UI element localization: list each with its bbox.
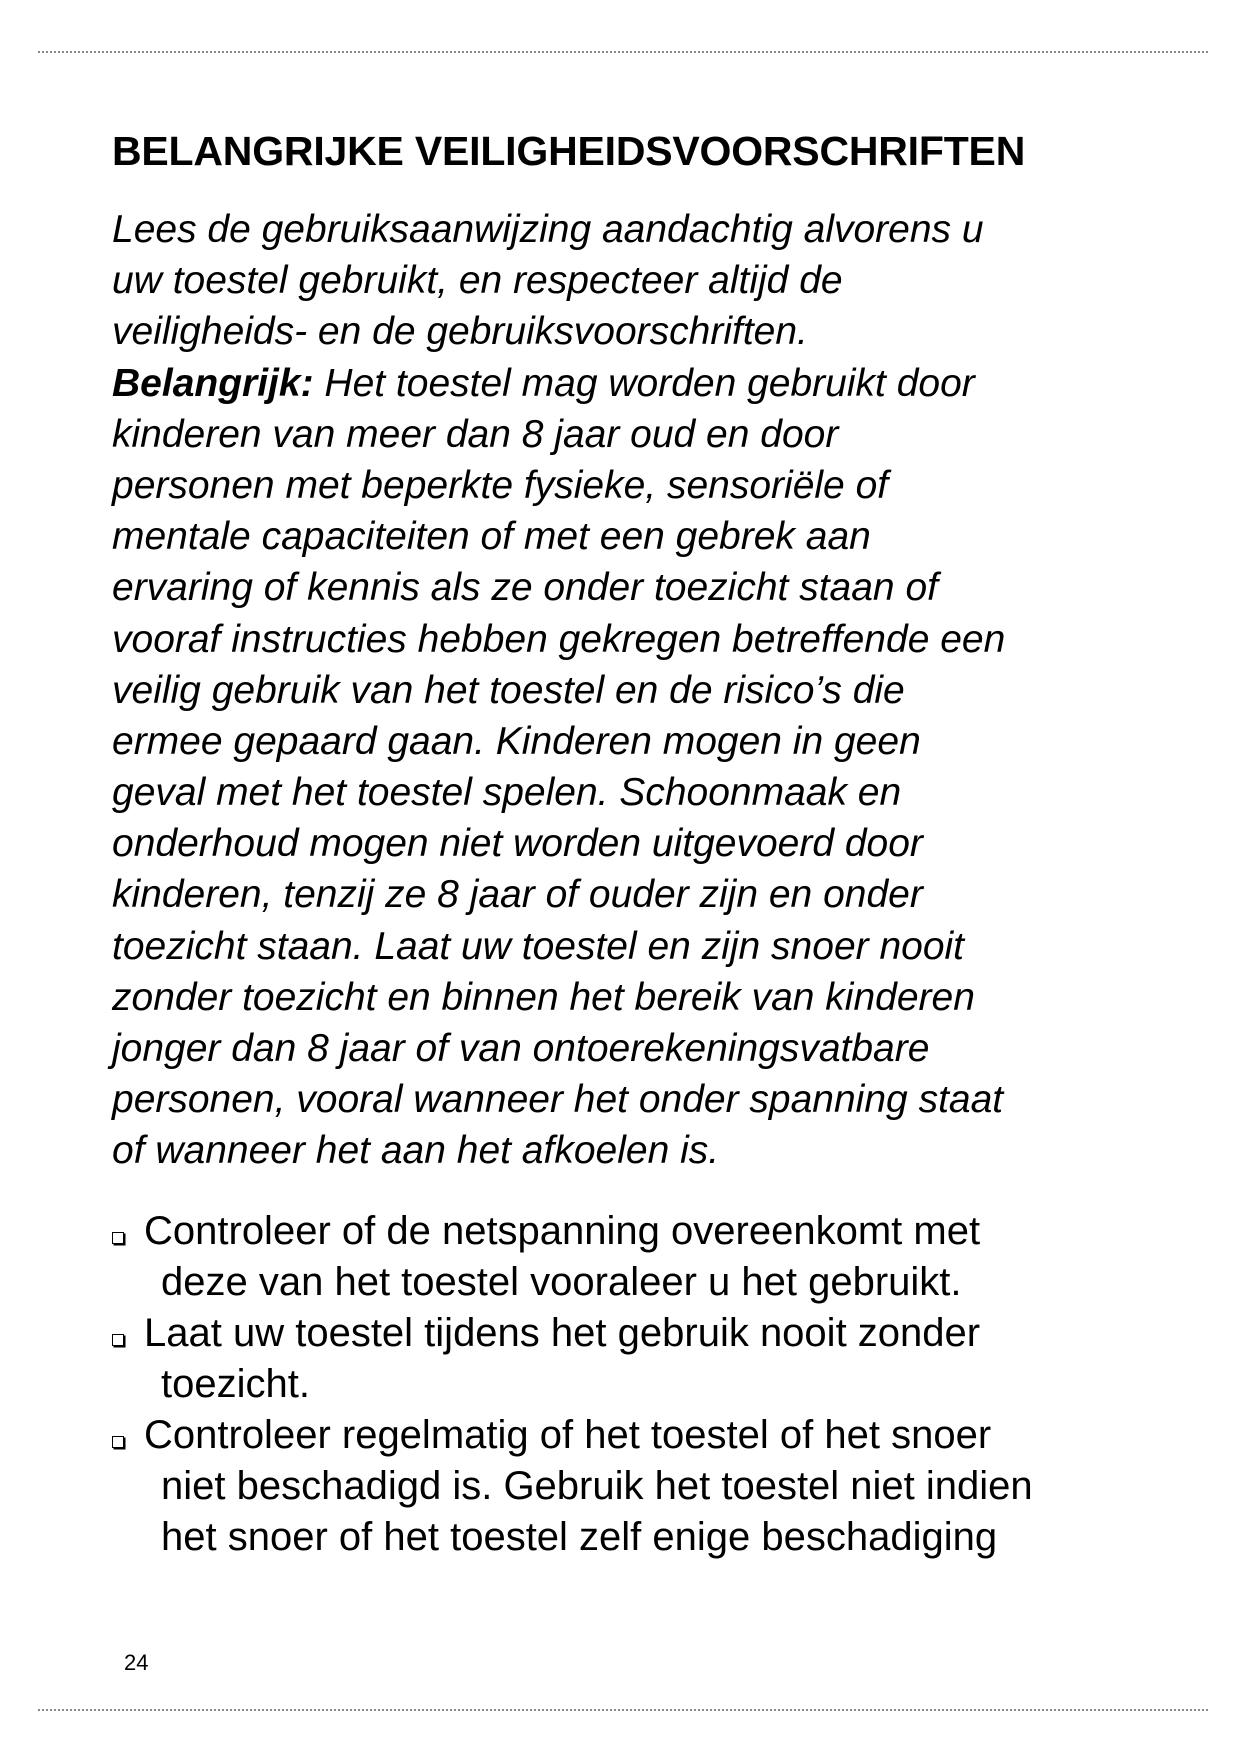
bottom-divider xyxy=(38,1709,1208,1711)
section-heading: BELANGRIJKE VEILIGHEIDSVOORSCHRIFTEN xyxy=(112,128,1026,174)
text-line: ervaring of kennis als ze onder toezicht staan of xyxy=(112,566,938,610)
text-line: ermee gepaard gaan. Kinderen mogen in geen xyxy=(112,719,921,763)
checkbox-bullet-icon xyxy=(112,1334,124,1346)
text-line-rest: Het toestel mag worden gebruikt door xyxy=(313,361,975,405)
bullet-item xyxy=(112,1308,1033,1410)
text-line: onderhoud mogen niet worden uitgevoerd door xyxy=(112,822,923,866)
text-line xyxy=(112,358,1005,409)
text-line: geval met het toestel spelen. Schoonmaak en xyxy=(112,771,902,815)
text-line: kinderen van meer dan 8 jaar oud en door xyxy=(112,412,839,456)
bullet-line: het snoer of het toestel zelf enige beschadiging xyxy=(161,1515,998,1559)
bullet-item xyxy=(112,1410,1033,1563)
bullet-item xyxy=(112,1206,1033,1308)
checkbox-bullet-icon xyxy=(112,1232,124,1244)
checkbox-bullet-icon xyxy=(112,1436,124,1448)
bullet-line: niet beschadigd is. Gebruik het toestel niet indien xyxy=(161,1464,1033,1508)
text-line: vooraf instructies hebben gekregen betreffende een xyxy=(112,617,1006,661)
safety-bullet-list xyxy=(112,1206,1033,1563)
text-line: toezicht staan. Laat uw toestel en zijn snoer nooit xyxy=(112,924,965,968)
bullet-line: toezicht. xyxy=(161,1362,310,1406)
bullet-line: Controleer regelmatig of het toestel of het snoer xyxy=(144,1413,992,1457)
page-number: 24 xyxy=(124,1650,149,1675)
text-line: of wanneer het aan het afkoelen is. xyxy=(112,1129,720,1173)
text-line: mentale capaciteiten of met een gebrek aan xyxy=(112,515,871,559)
bullet-line: deze van het toestel vooraleer u het gebruikt. xyxy=(161,1260,962,1304)
text-line: kinderen, tenzij ze 8 jaar of ouder zijn en onder xyxy=(112,873,923,917)
top-divider xyxy=(38,51,1208,53)
text-line: veiligheids- en de gebruiksvoorschriften. xyxy=(112,310,808,354)
text-line: veilig gebruik van het toestel en de risico’s die xyxy=(112,668,905,712)
text-line: Lees de gebruiksaanwijzing aandachtig alvorens u xyxy=(112,208,984,251)
important-label: Belangrijk: xyxy=(112,361,314,405)
text-line: jonger dan 8 jaar of van ontoerekeningsvatbare xyxy=(112,1027,930,1070)
text-line: zonder toezicht en binnen het bereik van kinderen xyxy=(112,975,975,1019)
text-line: personen, vooral wanneer het onder spanning staat xyxy=(112,1078,1004,1122)
text-line: uw toestel gebruikt, en respecteer altijd de xyxy=(112,259,843,303)
bullet-line: Controleer of de netspanning overeenkomt met xyxy=(144,1209,981,1253)
bullet-line: Laat uw toestel tijdens het gebruik nooit zonder xyxy=(144,1311,981,1355)
intro-paragraph xyxy=(112,204,1005,1177)
text-line: personen met beperkte fysieke, sensoriële of xyxy=(112,463,889,507)
